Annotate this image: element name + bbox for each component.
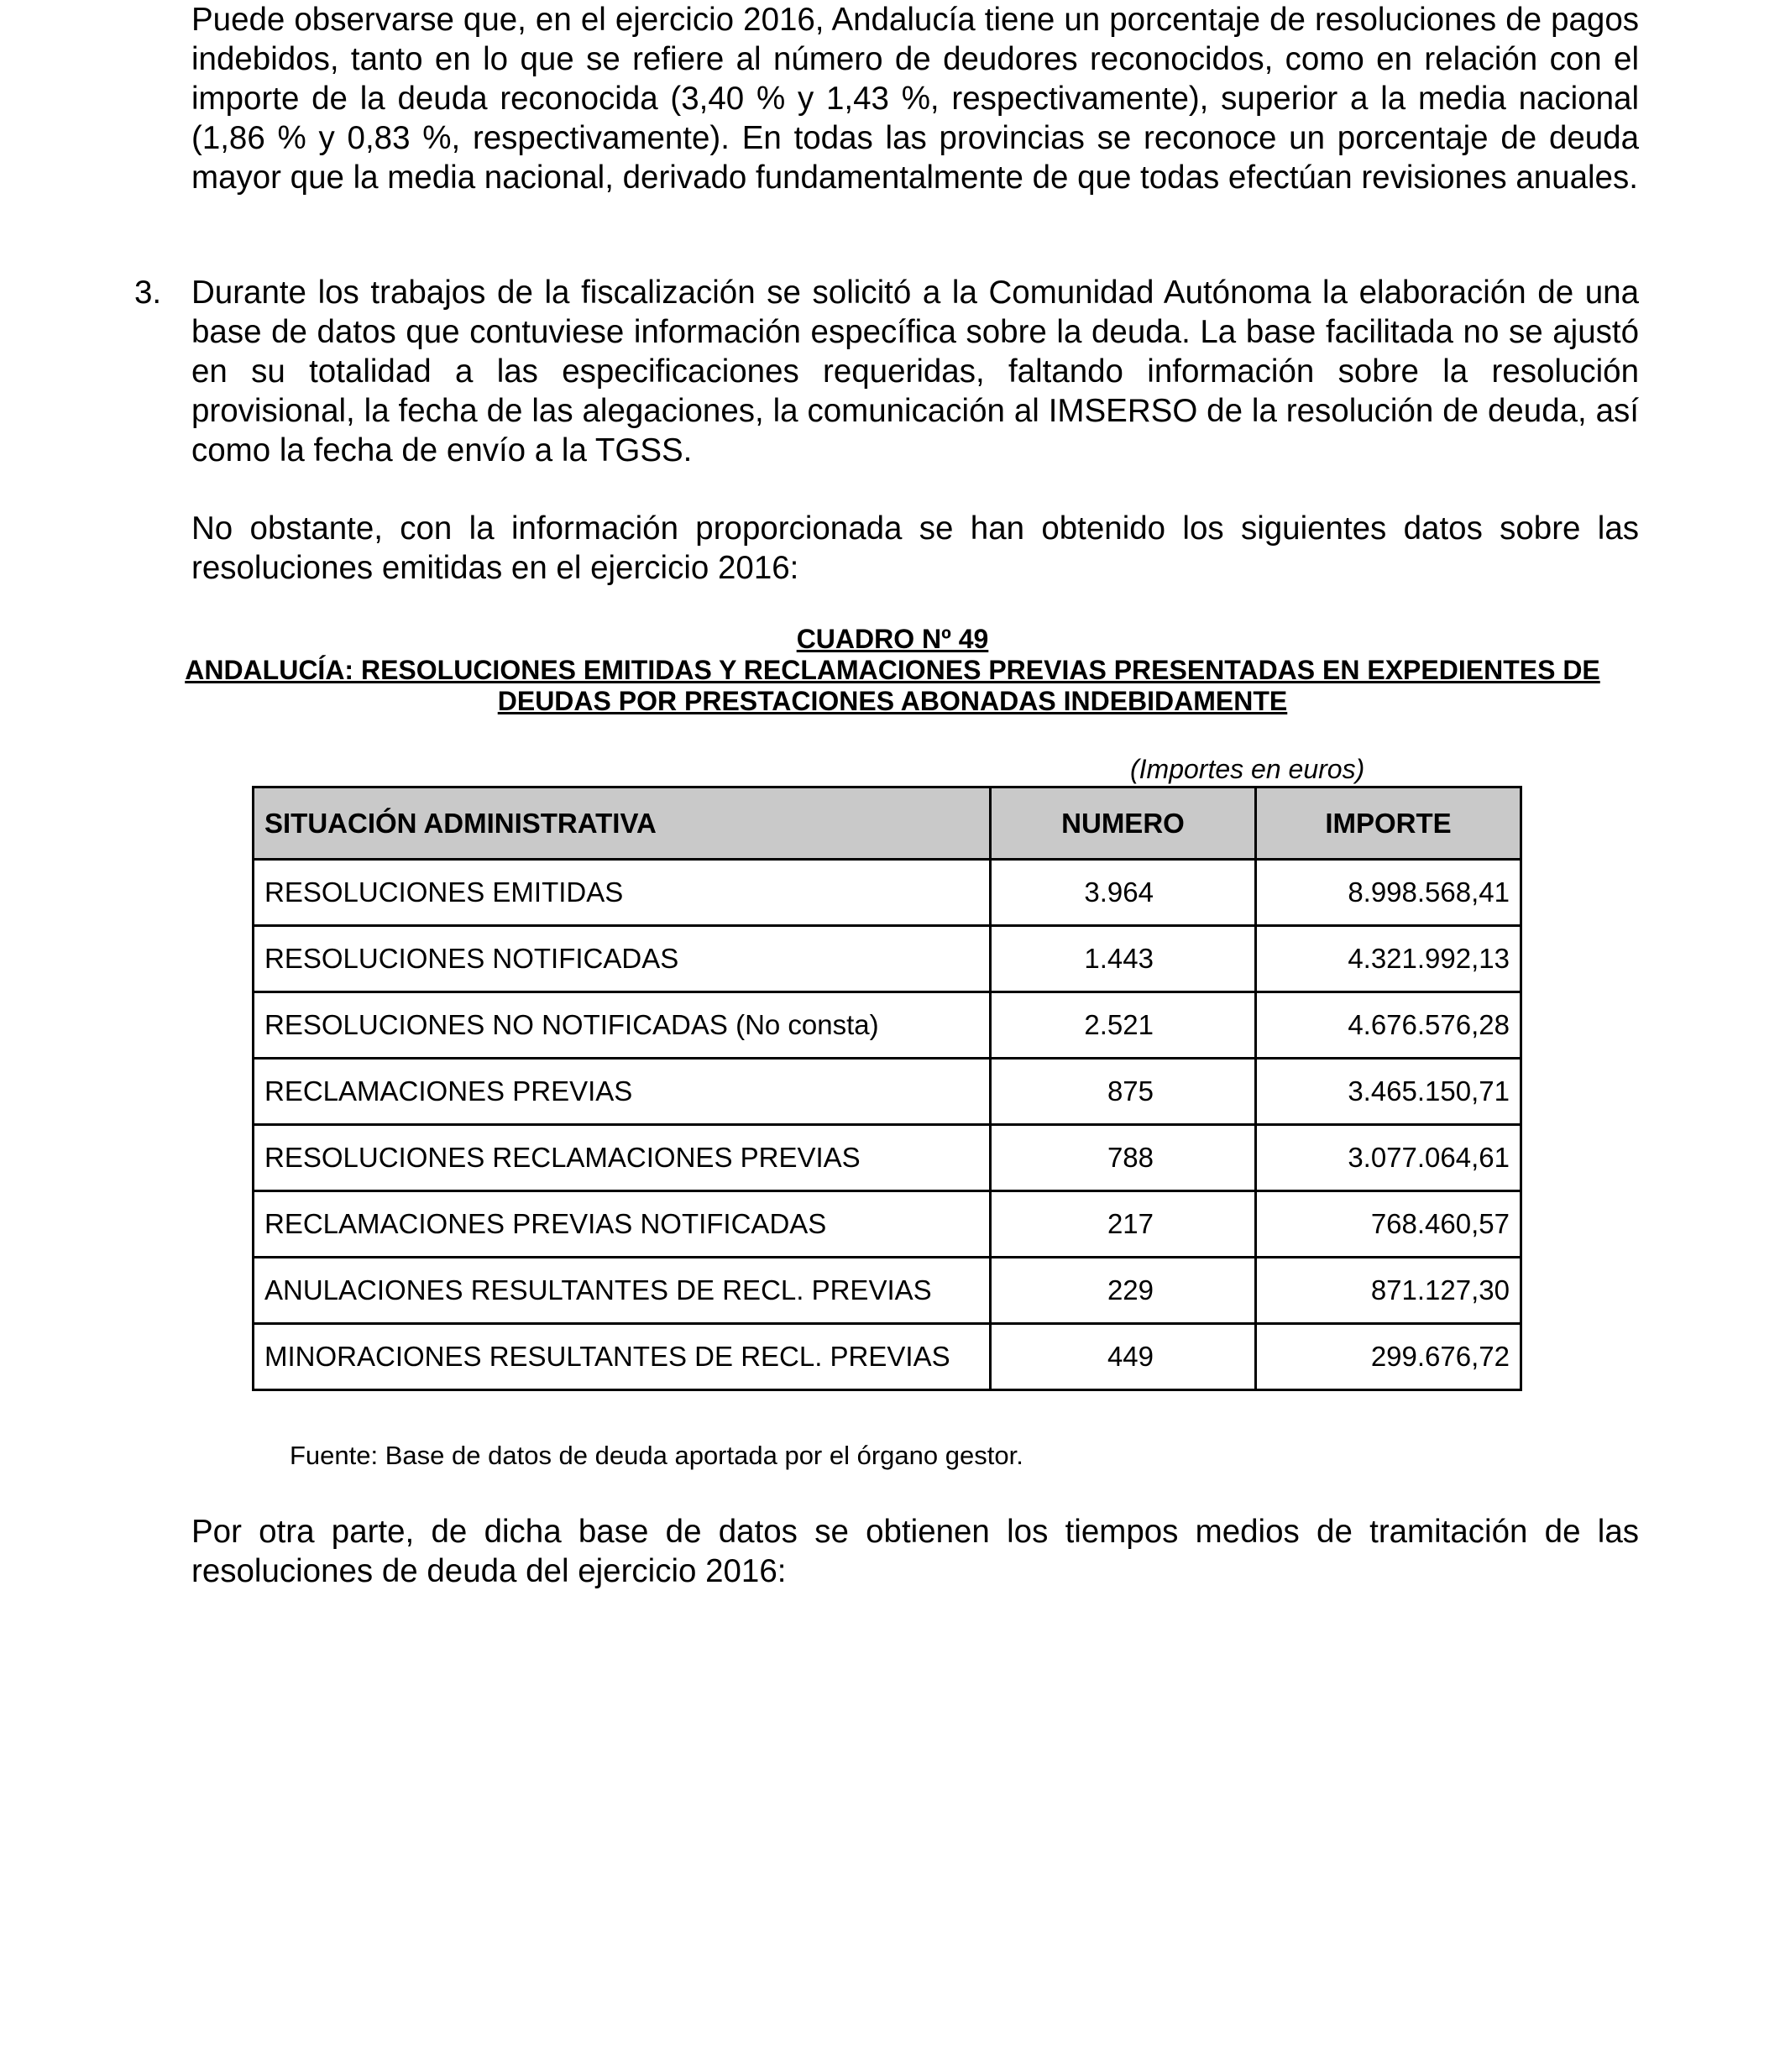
- paragraph-item-3: Durante los trabajos de la fiscalización se solicitó a la Comunidad Autónoma la elaboración de una base de datos que contuviese información específica sobre la deuda. La base facilitada no se ajustó en su totalidad a las especificaciones requeridas, faltando información sobre la resolución provisional, la fecha de las alegaciones, la comunicación al IMSERSO de la resolución de deuda, así como la fecha de envío a la TGSS.: [191, 275, 1639, 468]
- debt-resolutions-table: [252, 786, 1522, 1391]
- table-title-line-2: DEUDAS POR PRESTACIONES ABONADAS INDEBIDAMENTE: [497, 686, 1288, 716]
- table-number: CUADRO Nº 49: [796, 624, 989, 654]
- paragraph-por-otra-parte: Por otra parte, de dicha base de datos se obtienen los tiempos medios de tramitación de las resoluciones de deuda del ejercicio 2016:: [191, 1514, 1639, 1589]
- cell-importe: 4.321.992,13: [1256, 926, 1521, 992]
- table-row: [254, 1191, 1521, 1258]
- table-row: [254, 926, 1521, 992]
- cell-numero: 2.521: [991, 992, 1256, 1059]
- cell-situacion: ANULACIONES RESULTANTES DE RECL. PREVIAS: [254, 1258, 991, 1324]
- cell-importe: 3.465.150,71: [1256, 1059, 1521, 1125]
- cell-situacion: RESOLUCIONES NO NOTIFICADAS (No consta): [254, 992, 991, 1059]
- paragraph-intro: Puede observarse que, en el ejercicio 2016, Andalucía tiene un porcentaje de resoluciones de pagos indebidos, tanto en lo que se refiere al número de deudores reconocidos, como en relación con el importe de la deuda reconocida (3,40 % y 1,43 %, respectivamente), superior a la media nacional (1,86 % y 0,83 %, respectivamente). En todas las provincias se reconoce un porcentaje de deuda mayor que la media nacional, derivado fundamentalmente de que todas efectúan revisiones anuales.: [191, 2, 1639, 196]
- cell-numero: 449: [991, 1324, 1256, 1390]
- cell-situacion: RESOLUCIONES EMITIDAS: [254, 860, 991, 926]
- cell-situacion: MINORACIONES RESULTANTES DE RECL. PREVIAS: [254, 1324, 991, 1390]
- cell-situacion: RECLAMACIONES PREVIAS: [254, 1059, 991, 1125]
- cell-numero: 1.443: [991, 926, 1256, 992]
- cell-importe: 768.460,57: [1256, 1191, 1521, 1258]
- paragraph-no-obstante: No obstante, con la información proporcionada se han obtenido los siguientes datos sobre las resoluciones emitidas en el ejercicio 2016:: [191, 510, 1639, 586]
- table-source-note: Fuente: Base de datos de deuda aportada por el órgano gestor.: [290, 1441, 1023, 1470]
- cell-importe: 4.676.576,28: [1256, 992, 1521, 1059]
- units-note: (Importes en euros): [1130, 754, 1365, 784]
- table-header-row: [254, 787, 1521, 860]
- cell-numero: 3.964: [991, 860, 1256, 926]
- header-importe: IMPORTE: [1256, 787, 1521, 860]
- table-row: [254, 860, 1521, 926]
- table-row: [254, 1059, 1521, 1125]
- cell-numero: 875: [991, 1059, 1256, 1125]
- cell-importe: 3.077.064,61: [1256, 1125, 1521, 1191]
- cell-numero: 788: [991, 1125, 1256, 1191]
- list-item-number-3: 3.: [134, 275, 162, 311]
- table-row: [254, 1258, 1521, 1324]
- cell-situacion: RECLAMACIONES PREVIAS NOTIFICADAS: [254, 1191, 991, 1258]
- cell-situacion: RESOLUCIONES RECLAMACIONES PREVIAS: [254, 1125, 991, 1191]
- cell-importe: 8.998.568,41: [1256, 860, 1521, 926]
- header-numero: NUMERO: [991, 787, 1256, 860]
- cell-importe: 299.676,72: [1256, 1324, 1521, 1390]
- table-row: [254, 992, 1521, 1059]
- cell-importe: 871.127,30: [1256, 1258, 1521, 1324]
- table-row: [254, 1324, 1521, 1390]
- table-title-line-1: ANDALUCÍA: RESOLUCIONES EMITIDAS Y RECLAMACIONES PREVIAS PRESENTADAS EN EXPEDIENTES DE: [185, 655, 1600, 685]
- header-situacion: SITUACIÓN ADMINISTRATIVA: [254, 787, 991, 860]
- table-row: [254, 1125, 1521, 1191]
- cell-situacion: RESOLUCIONES NOTIFICADAS: [254, 926, 991, 992]
- cell-numero: 217: [991, 1191, 1256, 1258]
- cell-numero: 229: [991, 1258, 1256, 1324]
